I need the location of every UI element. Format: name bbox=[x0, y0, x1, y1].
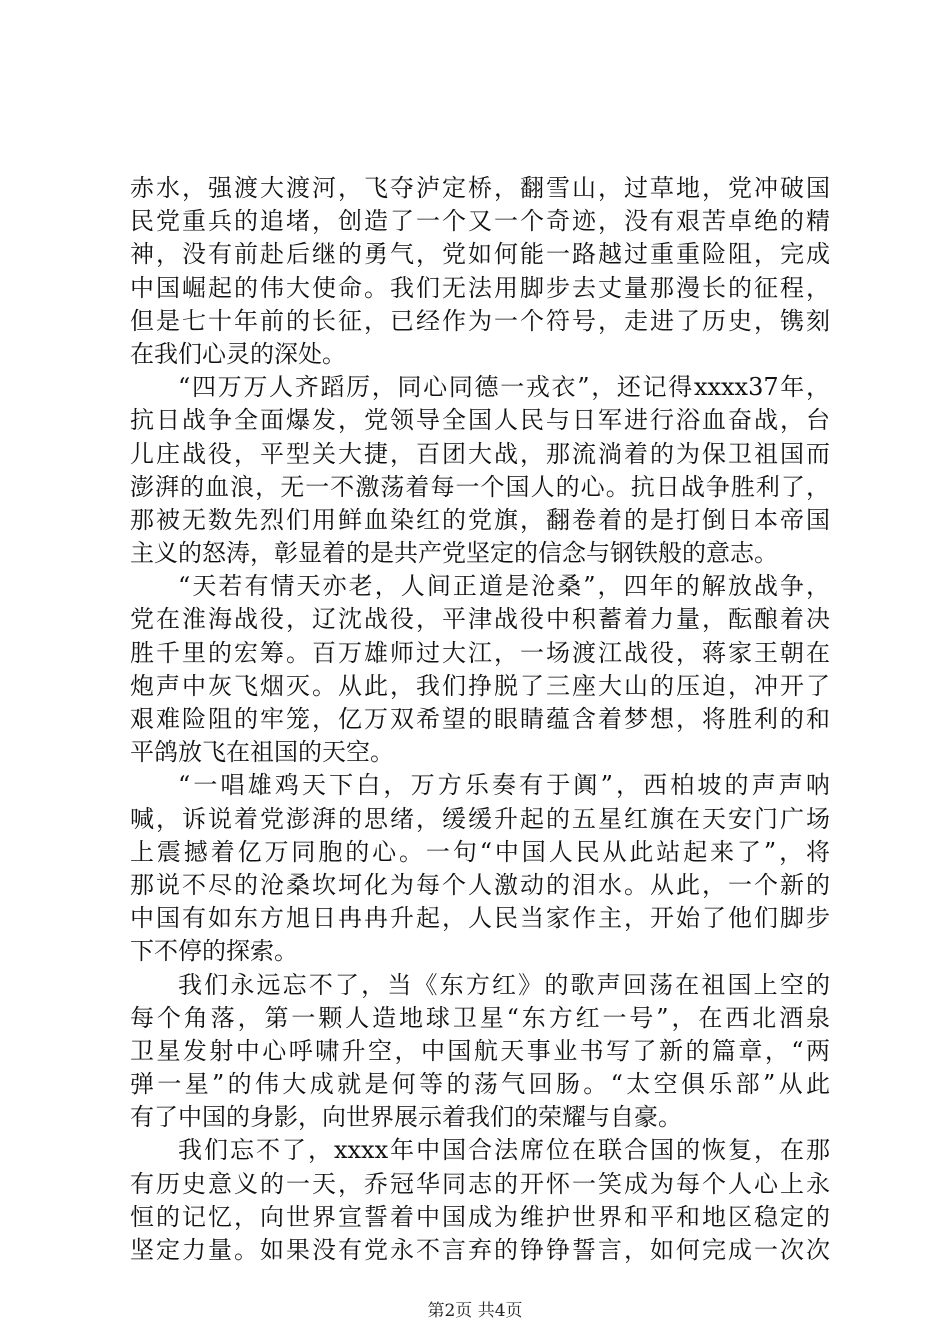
text-line: 有了中国的身影，向世界展示着我们的荣耀与自豪。 bbox=[130, 1103, 682, 1132]
text-line: 艰难险阻的牢笼，亿万双希望的眼睛蕴含着梦想，将胜利的和 bbox=[130, 705, 830, 733]
text-line: 神，没有前赴后继的勇气，党如何能一路越过重重险阻，完成 bbox=[130, 240, 830, 269]
text-line: “四万万人齐蹈厉，同心同德一戎衣”，还记得xxxx37年， bbox=[178, 373, 830, 402]
text-line: 胜千里的宏筹。百万雄师过大江，一场渡江战役，蒋家王朝在 bbox=[130, 638, 830, 667]
text-line: 抗日战争全面爆发，党领导全国人民与日军进行浴血奋战，台 bbox=[130, 406, 830, 435]
text-line: 在我们心灵的深处。 bbox=[130, 339, 346, 368]
text-line: 下不停的探索。 bbox=[130, 937, 298, 966]
text-line: 恒的记忆，向世界宣誓着中国成为维护世界和平和地区稳定的 bbox=[130, 1202, 830, 1231]
text-line: 喊，诉说着党澎湃的思绪，缓缓升起的五星红旗在天安门广场 bbox=[130, 804, 830, 833]
text-line: 赤水，强渡大渡河，飞夺泸定桥，翻雪山，过草地，党冲破国 bbox=[130, 174, 830, 202]
text-line: 上震撼着亿万同胞的心。一句“中国人民从此站起来了”，将 bbox=[130, 837, 830, 866]
text-line: 平鸽放飞在祖国的天空。 bbox=[130, 738, 394, 767]
text-line: 那说不尽的沧桑坎坷化为每个人激动的泪水。从此，一个新的 bbox=[130, 870, 830, 899]
text-line: “一唱雄鸡天下白，万方乐奏有于阗”，西柏坡的声声呐 bbox=[178, 771, 830, 800]
text-line: 中国崛起的伟大使命。我们无法用脚步去丈量那漫长的征程， bbox=[130, 273, 830, 302]
text-line: 儿庄战役，平型关大捷，百团大战，那流淌着的为保卫祖国而 bbox=[130, 439, 830, 468]
text-line: 澎湃的血浪，无一不激荡着每一个国人的心。抗日战争胜利了， bbox=[130, 472, 830, 501]
text-line: “天若有情天亦老，人间正道是沧桑”，四年的解放战争， bbox=[178, 572, 830, 601]
text-line: 但是七十年前的长征，已经作为一个符号，走进了历史，镌刻 bbox=[130, 306, 830, 335]
text-line: 我们永远忘不了，当《东方红》的歌声回荡在祖国上空的 bbox=[178, 970, 830, 999]
text-line: 我们忘不了，xxxx年中国合法席位在联合国的恢复，在那 bbox=[178, 1136, 830, 1165]
text-line: 炮声中灰飞烟灭。从此，我们挣脱了三座大山的压迫，冲开了 bbox=[130, 671, 830, 700]
text-line: 民党重兵的追堵，创造了一个又一个奇迹，没有艰苦卓绝的精 bbox=[130, 207, 830, 236]
text-line: 每个角落，第一颗人造地球卫星“东方红一号”，在西北酒泉 bbox=[130, 1003, 830, 1032]
text-line: 坚定力量。如果没有党永不言弃的铮铮誓言，如何完成一次次 bbox=[130, 1236, 830, 1264]
page-footer: 第2页 共4页 bbox=[427, 1301, 523, 1321]
text-line: 卫星发射中心呼啸升空，中国航天事业书写了新的篇章，“两 bbox=[130, 1036, 830, 1065]
text-line: 弹一星”的伟大成就是何等的荡气回肠。“太空俱乐部”从此 bbox=[130, 1070, 830, 1099]
text-line: 那被无数先烈们用鲜血染红的党旗，翻卷着的是打倒日本帝国 bbox=[130, 505, 830, 534]
text-line: 党在淮海战役，辽沈战役，平津战役中积蓄着力量，酝酿着决 bbox=[130, 605, 830, 634]
text-line: 主义的怒涛，彰显着的是共产党坚定的信念与钢铁般的意志。 bbox=[130, 539, 778, 568]
body-text bbox=[130, 172, 830, 1267]
text-line: 有历史意义的一天，乔冠华同志的开怀一笑成为每个人心上永 bbox=[130, 1169, 830, 1198]
text-line: 中国有如东方旭日冉冉升起，人民当家作主，开始了他们脚步 bbox=[130, 904, 830, 933]
